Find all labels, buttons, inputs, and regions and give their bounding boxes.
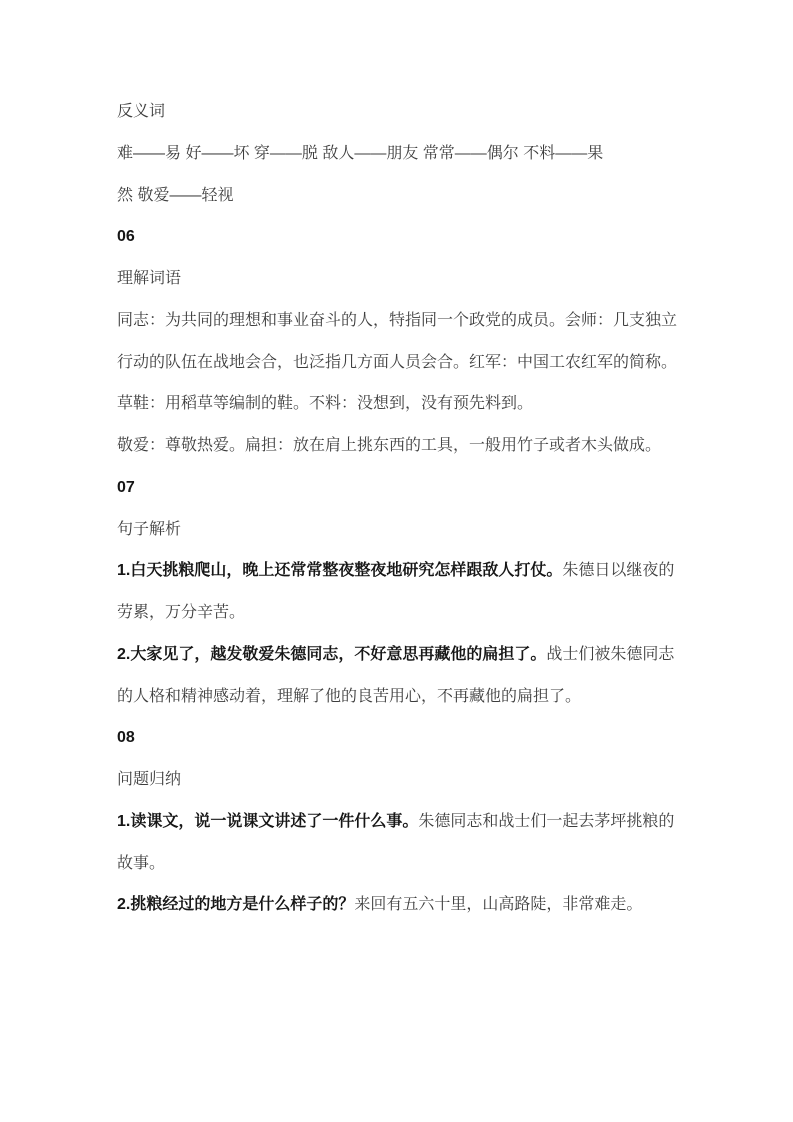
paragraph-line — [117, 843, 683, 885]
text-segment: 同志：为共同的理想和事业奋斗的人，特指同一个政党的成员。会师：几支独立 — [117, 311, 678, 329]
text-segment: 朱德同志和战士们一起去茅坪挑粮的 — [418, 812, 675, 830]
paragraph-line — [117, 884, 683, 926]
text-segment-bold: 2.大家见了，越发敬爱朱德同志，不好意思再藏他的扁担了。 — [117, 645, 547, 663]
section-heading-section-08: 问题归纳 — [117, 771, 182, 788]
text-segment: 敬爱：尊敬热爱。扁担：放在肩上挑东西的工具，一般用竹子或者木头做成。 — [117, 437, 662, 454]
text-segment: 草鞋：用稻草等编制的鞋。不料：没想到，没有预先料到。 — [117, 395, 534, 413]
section-number-06: 06 — [117, 228, 135, 246]
paragraph-line — [117, 425, 683, 467]
section-heading-antonyms: 反义词 — [117, 103, 166, 120]
paragraph-line — [117, 592, 683, 634]
text-segment-bold: 2.挑粮经过的地方是什么样子的？ — [117, 896, 355, 914]
section-heading-section-07: 句子解析 — [117, 520, 182, 538]
text-segment: 的人格和精神感动着，理解了他的良苦用心，不再藏他的扁担了。 — [117, 687, 582, 705]
paragraph-line — [117, 634, 683, 676]
document-content — [117, 91, 683, 926]
section-number-08: 08 — [117, 729, 135, 747]
paragraph-line — [117, 550, 683, 592]
text-segment: 行动的队伍在战地会合，也泛指几方面人员会合。红军：中国工农红军的简称。 — [117, 353, 678, 371]
text-segment: 朱德日以继夜的 — [562, 562, 675, 580]
section-heading-section-06: 理解词语 — [117, 270, 182, 287]
text-segment: 难——易 好——坏 穿——脱 敌人——朋友 常常——偶尔 不料——果 — [117, 144, 604, 162]
paragraph-line — [117, 801, 683, 843]
paragraph-line — [117, 300, 683, 342]
text-segment-bold: 1.白天挑粮爬山，晚上还常常整夜整夜地研究怎样跟敌人打仗。 — [117, 562, 563, 580]
text-segment: 故事。 — [117, 854, 166, 872]
text-segment: 劳累，万分辛苦。 — [117, 604, 246, 621]
text-segment: 来回有五六十里，山高路陡，非常难走。 — [354, 896, 643, 914]
paragraph-line — [117, 175, 683, 217]
paragraph-line — [117, 133, 683, 175]
text-segment-bold: 1.读课文，说一说课文讲述了一件什么事。 — [117, 812, 419, 830]
paragraph-line — [117, 383, 683, 425]
section-number-07: 07 — [117, 478, 135, 496]
text-segment: 然 敬爱——轻视 — [117, 186, 234, 204]
text-segment: 战士们被朱德同志 — [546, 645, 675, 663]
paragraph-line — [117, 342, 683, 384]
paragraph-line — [117, 676, 683, 718]
